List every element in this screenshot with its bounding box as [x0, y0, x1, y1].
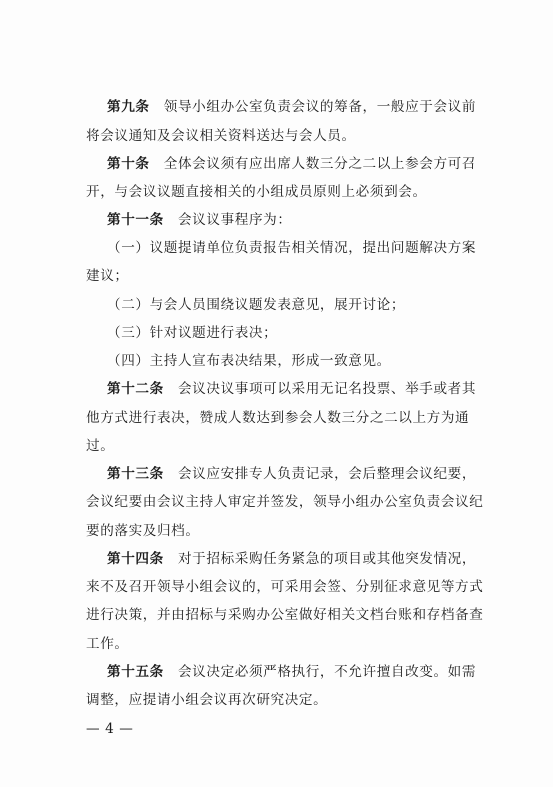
- article-14-line-3: 进行决策，并由招标与采购办公室做好相关文档台账和存档备查: [86, 607, 484, 623]
- page-number: — 4 —: [86, 721, 134, 737]
- article-9-line-2: 将会议通知及会议相关资料送达与会人员。: [86, 128, 356, 144]
- article-11-title: 第十一条: [107, 212, 164, 228]
- article-15-line-2: 调整，应提请小组会议再次研究决定。: [86, 692, 328, 708]
- article-14-line-1: [107, 549, 476, 569]
- article-9-title: 第九条: [107, 99, 150, 115]
- article-10-line-2: 开，与会议议题直接相关的小组成员原则上必须到会。: [86, 184, 427, 200]
- article-12-text-1: 会议决议事项可以采用无记名投票、举手或者其: [177, 381, 477, 397]
- article-10-title: 第十条: [107, 156, 150, 172]
- procedure-item-4: （四）主持人宣布表决结果，形成一致意见。: [107, 353, 391, 369]
- article-15-title: 第十五条: [107, 664, 164, 680]
- procedure-item-1: （一）议题提请单位负责报告相关情况，提出问题解决方案: [107, 240, 477, 256]
- article-13-line-1: [107, 464, 476, 484]
- article-13-line-3: 要的落实及归档。: [86, 523, 200, 539]
- article-10-text-1: 全体会议须有应出席人数三分之二以上参会方可召: [163, 156, 477, 172]
- article-14-title: 第十四条: [107, 551, 164, 567]
- article-11-text-1: 会议议事程序为：: [177, 212, 292, 228]
- article-11-line-1: [107, 210, 292, 230]
- article-12-title: 第十二条: [107, 381, 164, 397]
- article-14-line-2: 来不及召开领导小组会议的，可采用会签、分别征求意见等方式: [86, 579, 484, 595]
- article-12-line-3: 过。: [86, 438, 115, 454]
- article-9-text-1: 领导小组办公室负责会议的筹备，一般应于会议前: [163, 99, 477, 115]
- procedure-item-1-cont: 建议；: [86, 268, 129, 284]
- article-9-line-1: [107, 97, 476, 117]
- article-10-line-1: [107, 154, 476, 174]
- article-13-text-1: 会议应安排专人负责记录，会后整理会议纪要，: [177, 466, 477, 482]
- article-14-line-4: 工作。: [86, 636, 129, 652]
- article-14-text-1: 对于招标采购任务紧急的项目或其他突发情况，: [177, 551, 477, 567]
- procedure-item-2: （二）与会人员围绕议题发表意见，展开讨论；: [107, 297, 406, 313]
- article-15-text-1: 会议决定必须严格执行，不允许擅自改变。如需: [177, 664, 477, 680]
- article-13-title: 第十三条: [107, 466, 164, 482]
- article-12-line-2: 他方式进行表决，赞成人数达到参会人数三分之二以上方为通: [86, 410, 470, 426]
- article-15-line-1: [107, 662, 476, 682]
- article-13-line-2: 会议纪要由会议主持人审定并签发，领导小组办公室负责会议纪: [86, 494, 484, 510]
- article-12-line-1: [107, 379, 476, 399]
- procedure-item-3: （三）针对议题进行表决；: [107, 325, 278, 341]
